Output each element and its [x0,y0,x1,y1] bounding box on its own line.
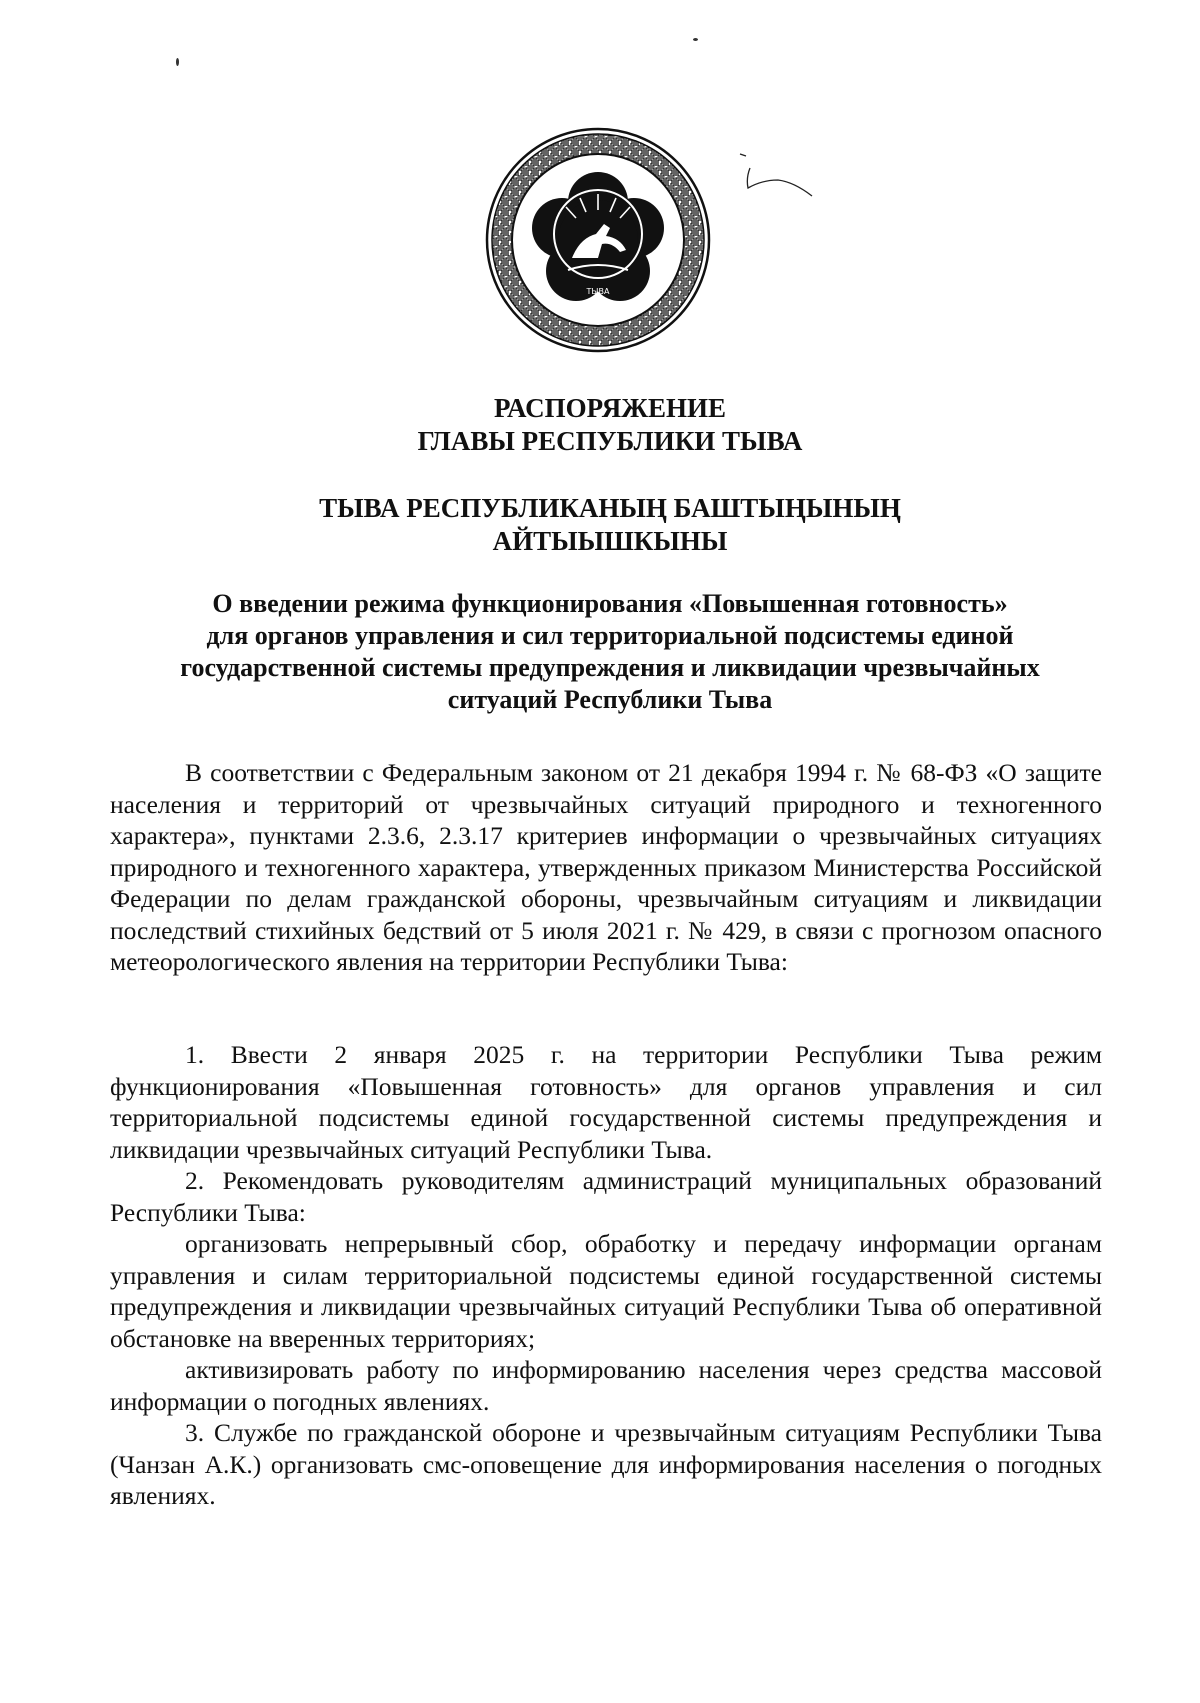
order-paragraph: 3. Службе по гражданской обороне и чрезвычайным ситуациям Республики Тыва (Чанзан А.К.) организовать смс-оповещение для информирования населения о погодных явлениях. [110,1418,1102,1510]
scan-mark [693,38,698,41]
heading-line: РАСПОРЯЖЕНИЕ [493,393,727,423]
order-paragraph: 2. Рекомендовать руководителям администраций муниципальных образований Республики Тыва: [110,1166,1102,1227]
order-paragraph: 1. Ввести 2 января 2025 г. на территории Республики Тыва режим функционирования «Повышенная готовность» для органов управления и сил территориальной подсистемы единой государственной системы предупреждения и ликвидации чрезвычайных ситуаций Республики Тыва. [110,1040,1102,1164]
subject-line: ситуаций Республики Тыва [447,685,773,714]
coat-of-arms-emblem [485,127,711,353]
heading-line: ГЛАВЫ РЕСПУБЛИКИ ТЫВА [417,426,803,456]
document-heading-tuvan [110,492,1110,558]
scan-mark [176,58,179,66]
preamble-paragraph: В соответствии с Федеральным законом от 21 декабря 1994 г. № 68-ФЗ «О защите населения и территорий от чрезвычайных ситуаций природного и техногенного характера», пунктами 2.3.6, 2.3.17 критериев информации о чрезвычайных ситуациях природного и техногенного характера, утвержденных приказом Министерства Российской Федерации по делам гражданской обороны, чрезвычайным ситуациям и ликвидации последствий стихийных бедствий от 5 июля 2021 г. № 429, в связи с прогнозом опасного метеорологического явления на территории Республики Тыва: [110,758,1102,976]
document-subject [110,588,1110,716]
order-items [110,1039,1102,1512]
preamble-section [110,757,1102,978]
scan-stroke-mark [738,150,818,200]
heading-tuvan-line: АЙТЫЫШКЫНЫ [492,526,728,556]
subject-line: государственной системы предупреждения и ликвидации чрезвычайных [180,653,1040,682]
tuva-coat-of-arms-icon [485,127,711,353]
order-paragraph: организовать непрерывный сбор, обработку и передачу информации органам управления и силам территориальной подсистемы единой государственной системы предупреждения и ликвидации чрезвычайных ситуаций Республики Тыва об оперативной обстановке на вверенных территориях; [110,1229,1102,1353]
emblem-lettering: ТЫВА [586,287,610,296]
subject-line: О введении режима функционирования «Повышенная готовность» [212,589,1008,618]
subject-line: для органов управления и сил территориальной подсистемы единой [206,621,1014,650]
document-heading [110,392,1110,458]
order-paragraph: активизировать работу по информированию населения через средства массовой информации о погодных явлениях. [110,1355,1102,1416]
heading-tuvan-line: ТЫВА РЕСПУБЛИКАНЫҢ БАШТЫҢЫНЫҢ [319,493,901,523]
